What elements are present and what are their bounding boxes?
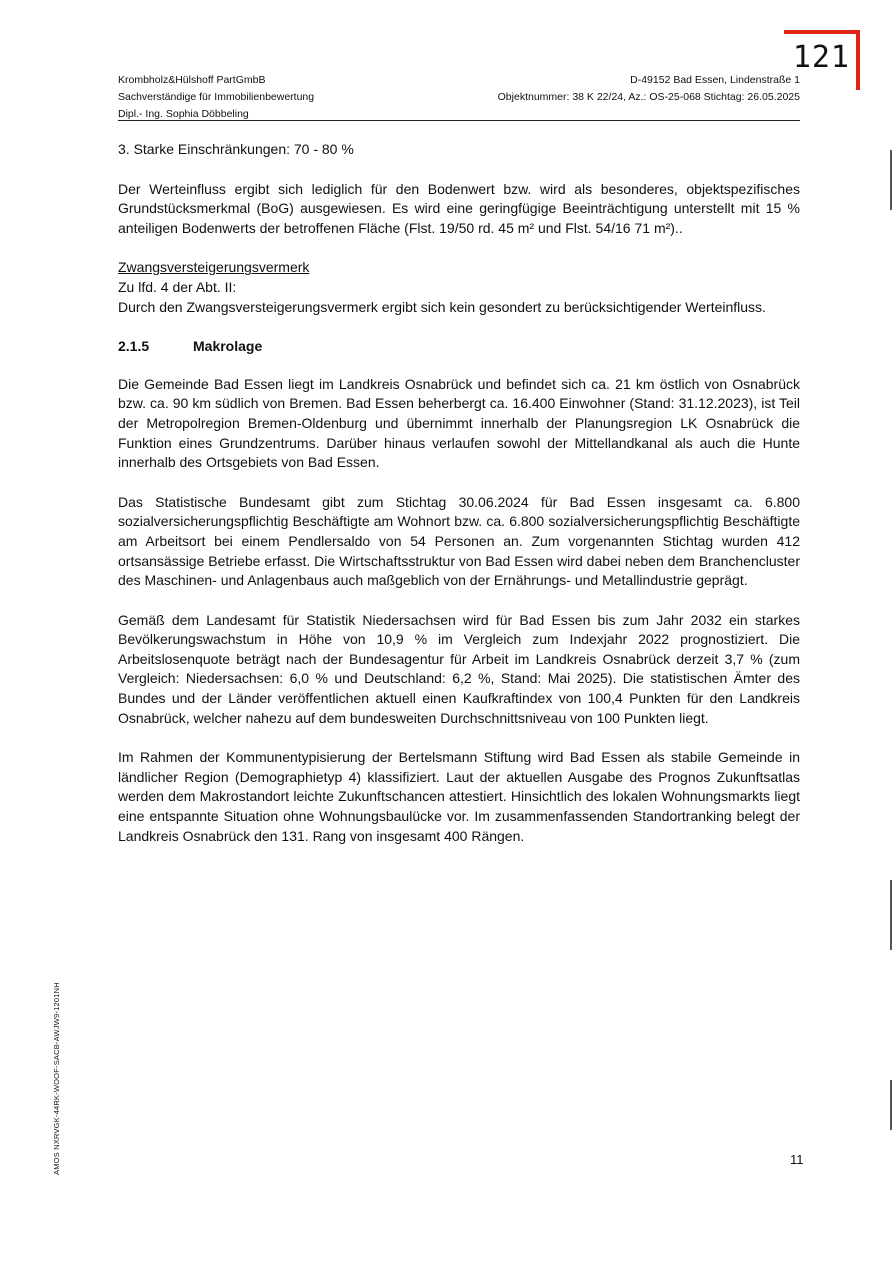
header-firm-block	[118, 72, 314, 123]
zv-line-1: Zu lfd. 4 der Abt. II:	[118, 278, 237, 295]
header-firm-role: Sachverständige für Immobilienbewertung	[118, 91, 315, 103]
section-heading-makrolage	[118, 337, 800, 357]
section-title: Makrolage	[193, 338, 263, 355]
side-document-code: AMOS NXRVGK-44RK-WOOF-SACB-AWJW9-1201NH	[52, 982, 61, 1175]
stamp-number: 121	[792, 40, 850, 75]
page-number: 11	[790, 1152, 804, 1167]
restriction-item-3: 3. Starke Einschränkungen: 70 - 80 %	[118, 141, 354, 157]
page-stamp	[784, 30, 860, 78]
zv-heading: Zwangsversteigerungsvermerk	[118, 259, 310, 276]
header-object-number: Objektnummer: 38 K 22/24, Az.: OS-25-068 Stichtag: 26.05.2025	[497, 91, 800, 103]
header-divider	[118, 120, 800, 121]
paragraph-werteinfluss: Der Werteinfluss ergibt sich lediglich für den Bodenwert bzw. wird als besonderes, objektspezifisches Grundstücksmerkmal (BoG) ausgewiesen. Es wird eine geringfügige Beeinträchtigung unterstellt mit 15 % anteiligen Bodenwerts der betroffenen Fläche (Flst. 19/50 rd. 45 m² und Flst. 54/16 71 m²)..	[118, 180, 800, 236]
header-firm-name: Krombholz&Hülshoff PartGmbB	[118, 74, 266, 86]
header-firm-person: Dipl.- Ing. Sophia Döbbeling	[118, 108, 249, 120]
paragraph-kommunentyp: Im Rahmen der Kommunentypisierung der Bertelsmann Stiftung wird Bad Essen als stabile Gemeinde in ländlicher Region (Demographietyp 4) klassifiziert. Laut der aktuellen Ausgabe des Prognos Zukunftsatlas werden dem Makrostandort leichte Zukunftschancen attestiert. Hinsichtlich des lokalen Wohnungsmarkts liegt eine entspannte Situation ohne Wohnungsbaulücke vor. Im zusammenfassenden Standortranking belegt der Landkreis Osnabrück den 131. Rang von insgesamt 400 Rängen.	[118, 749, 800, 844]
paragraph-bevoelkerung: Gemäß dem Landesamt für Statistik Niedersachsen wird für Bad Essen bis zum Jahr 2032 ein starkes Bevölkerungswachstum in Höhe von 10,9 % im Vergleich zum Indexjahr 2022 prognostiziert. Die Arbeitslosenquote beträgt nach der Bundesagentur für Arbeit im Landkreis Osnabrück derzeit 3,7 % (zum Vergleich: Niedersachsen: 6,0 % und Deutschland: 6,2 %, Stand: Mai 2025). Die statistischen Ämter des Bundes und der Länder veröffentlichen aktuell einen Kaufkraftindex von 100,4 Punkten für den Landkreis Osnabrück, welcher nahezu auf dem bundesweiten Durchschnittsniveau von 100 Punkten liegt.	[118, 611, 800, 726]
paragraph-beschaeftigte: Das Statistische Bundesamt gibt zum Stichtag 30.06.2024 für Bad Essen insgesamt ca. 6.800 sozialversicherungspflichtig Beschäftigte am Wohnort bzw. ca. 6.800 sozialversicherungspflichtig Beschäftigte am Arbeitsort bei einem Pendlersaldo von 54 Personen an. Zum vorgenannten Stichtag wurden 412 ortsansässige Betriebe erfasst. Die Wirtschaftsstruktur von Bad Essen wird dabei neben dem Branchencluster des Maschinen- und Anlagenbaus auch maßgeblich von der Ernährungs- und Metallindustrie geprägt.	[118, 493, 800, 589]
section-number: 2.1.5	[118, 338, 150, 355]
paragraph-lage: Die Gemeinde Bad Essen liegt im Landkreis Osnabrück und befindet sich ca. 21 km östlich von Osnabrück bzw. ca. 90 km südlich von Bremen. Bad Essen beherbergt ca. 16.400 Einwohner (Stand: 31.12.2023), ist Teil der Metropolregion Bremen-Oldenburg und übernimmt innerhalb der Planungsregion LK Osnabrück die Funktion eines Grundzentrums. Darüber hinaus verlaufen sowohl der Mittellandkanal als auch die Hunte innerhalb des Ortsgebiets von Bad Essen.	[118, 375, 800, 471]
stamp-corner	[856, 78, 860, 90]
zv-line-2: Durch den Zwangsversteigerungsvermerk ergibt sich kein gesondert zu berücksichtigender Werteinfluss.	[118, 298, 766, 315]
header-address: D-49152 Bad Essen, Lindenstraße 1	[630, 74, 800, 86]
header-object-block	[498, 72, 800, 106]
document-body	[118, 140, 800, 846]
